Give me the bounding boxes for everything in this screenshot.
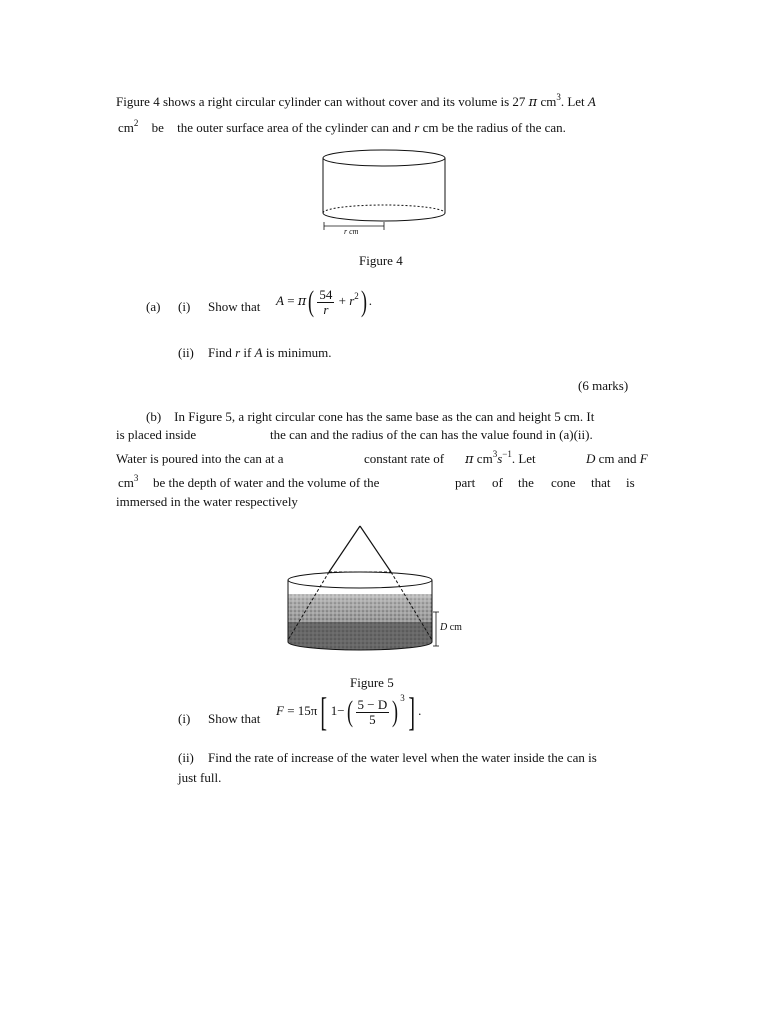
- rate-end: . Let: [511, 451, 536, 466]
- part-b-line-4g: is: [626, 475, 635, 490]
- depth-unit: cm: [449, 622, 462, 633]
- radius-label: r cm: [344, 227, 359, 236]
- close-bracket: ]: [408, 689, 415, 734]
- part-b-line-4f: that: [591, 475, 611, 490]
- part-a-ii-label: (ii): [178, 345, 194, 360]
- unit: cm: [540, 94, 557, 109]
- rate-pi: π: [465, 452, 474, 467]
- ii-var-r: r: [235, 345, 241, 360]
- part-a-i-label: (i): [178, 299, 191, 314]
- fraction-numerator: 54: [319, 286, 333, 302]
- unit: cm: [118, 475, 134, 490]
- part-b-ii-label: (ii): [178, 750, 194, 765]
- part-b-line-4a: be the depth of water and the volume of the: [153, 475, 380, 490]
- depth-var: D: [440, 622, 448, 633]
- intro-text: Figure 4 shows a right circular cylinder can without cover and its volume is 27: [116, 94, 526, 109]
- pi-symbol: π: [528, 95, 538, 110]
- formula-lhs: F: [276, 702, 284, 718]
- part-b-ii-text-1: Find the rate of increase of the water level when the water inside the can is: [208, 750, 597, 765]
- formula-plus: +: [338, 292, 346, 308]
- part-b-line-5: immersed in the water respectively: [116, 494, 298, 509]
- exponent: 3: [556, 92, 561, 102]
- rate-s: s: [497, 451, 503, 466]
- part-b-line-3b: constant rate of: [364, 451, 445, 466]
- variable-r: r: [414, 120, 420, 135]
- marks-label: (6 marks): [578, 378, 629, 393]
- intro-text-end: . Let: [560, 94, 585, 109]
- unit: cm: [118, 120, 134, 135]
- formula-minus: −: [337, 702, 345, 718]
- part-b-line-4c: of: [492, 475, 503, 490]
- figure-5-caption: Figure 5: [350, 675, 394, 690]
- part-b-line-3a: Water is poured into the can at a: [116, 451, 284, 466]
- open-paren: (: [346, 695, 353, 728]
- part-b-i-text: Show that: [208, 711, 261, 726]
- open-paren: (: [308, 285, 315, 318]
- close-paren: ): [360, 285, 367, 318]
- cm-and: cm and: [598, 451, 637, 466]
- part-b-line-2b: the can and the radius of the can has the value found in (a)(ii).: [270, 427, 593, 442]
- fraction-numerator: 5 − D: [357, 696, 388, 712]
- part-b-line-3-d: [586, 451, 648, 467]
- rate-unit: cm: [476, 451, 493, 466]
- formula-lhs: A: [276, 292, 284, 308]
- part-b-ii-text-2: just full.: [178, 770, 222, 785]
- formula-exp: 3: [400, 692, 405, 703]
- be-word: be: [151, 120, 164, 135]
- formula-a: [276, 287, 372, 317]
- part-b-line-4d: the: [518, 475, 534, 490]
- part-b-i-label: (i): [178, 711, 191, 726]
- ii-text-b: if: [243, 345, 252, 360]
- part-b-line-1: (b) In Figure 5, a right circular cone has the same base as the can and height 5 cm. It: [146, 409, 595, 424]
- formula-b: [276, 689, 422, 734]
- ii-var-a: A: [254, 345, 263, 360]
- formula-pi: π: [297, 293, 307, 309]
- intro-line-1: [116, 94, 596, 110]
- formula-r: r: [349, 292, 355, 308]
- rate-exp: 3: [492, 449, 498, 459]
- part-b-line-4e: cone: [551, 475, 576, 490]
- rate-exp-2: −1: [502, 449, 512, 459]
- var-f: F: [639, 451, 648, 466]
- depth-label: [440, 622, 462, 633]
- exponent: 2: [133, 118, 139, 128]
- ii-text-c: is minimum.: [265, 345, 332, 360]
- intro-text: cm be the radius of the can.: [422, 120, 566, 135]
- part-a-i-text: Show that: [208, 299, 261, 314]
- close-paren: ): [392, 695, 399, 728]
- fraction-denominator: r: [323, 301, 329, 317]
- formula-exp: 2: [354, 290, 359, 301]
- part-b-line-3-rate: [465, 451, 536, 467]
- formula-end: .: [418, 702, 422, 718]
- formula-end: .: [368, 292, 372, 308]
- part-a-label: (a): [146, 299, 161, 314]
- intro-text: the outer surface area of the cylinder can and: [177, 120, 412, 135]
- formula-coef: 15π: [297, 702, 318, 718]
- figure-4-cylinder: [318, 146, 452, 242]
- ii-text-a: Find: [208, 345, 232, 360]
- figure-4-caption: Figure 4: [359, 253, 403, 268]
- part-a-ii-text: [208, 345, 332, 361]
- fraction-denominator: 5: [369, 711, 376, 727]
- open-bracket: [: [320, 689, 328, 734]
- part-b-line-4-unit: [118, 475, 138, 491]
- exponent: 3: [133, 473, 139, 483]
- part-b-line-4b: part: [455, 475, 476, 490]
- var-d: D: [586, 451, 596, 466]
- part-b-line-2a: is placed inside: [116, 427, 197, 442]
- figure-5-cone-in-can: [282, 522, 468, 658]
- fraction: [317, 288, 334, 317]
- variable-a: A: [587, 94, 596, 109]
- intro-line-2: [118, 120, 566, 136]
- fraction: [356, 698, 390, 727]
- formula-eq: =: [287, 702, 295, 718]
- formula-eq: =: [287, 292, 295, 308]
- formula-one: 1: [330, 702, 338, 718]
